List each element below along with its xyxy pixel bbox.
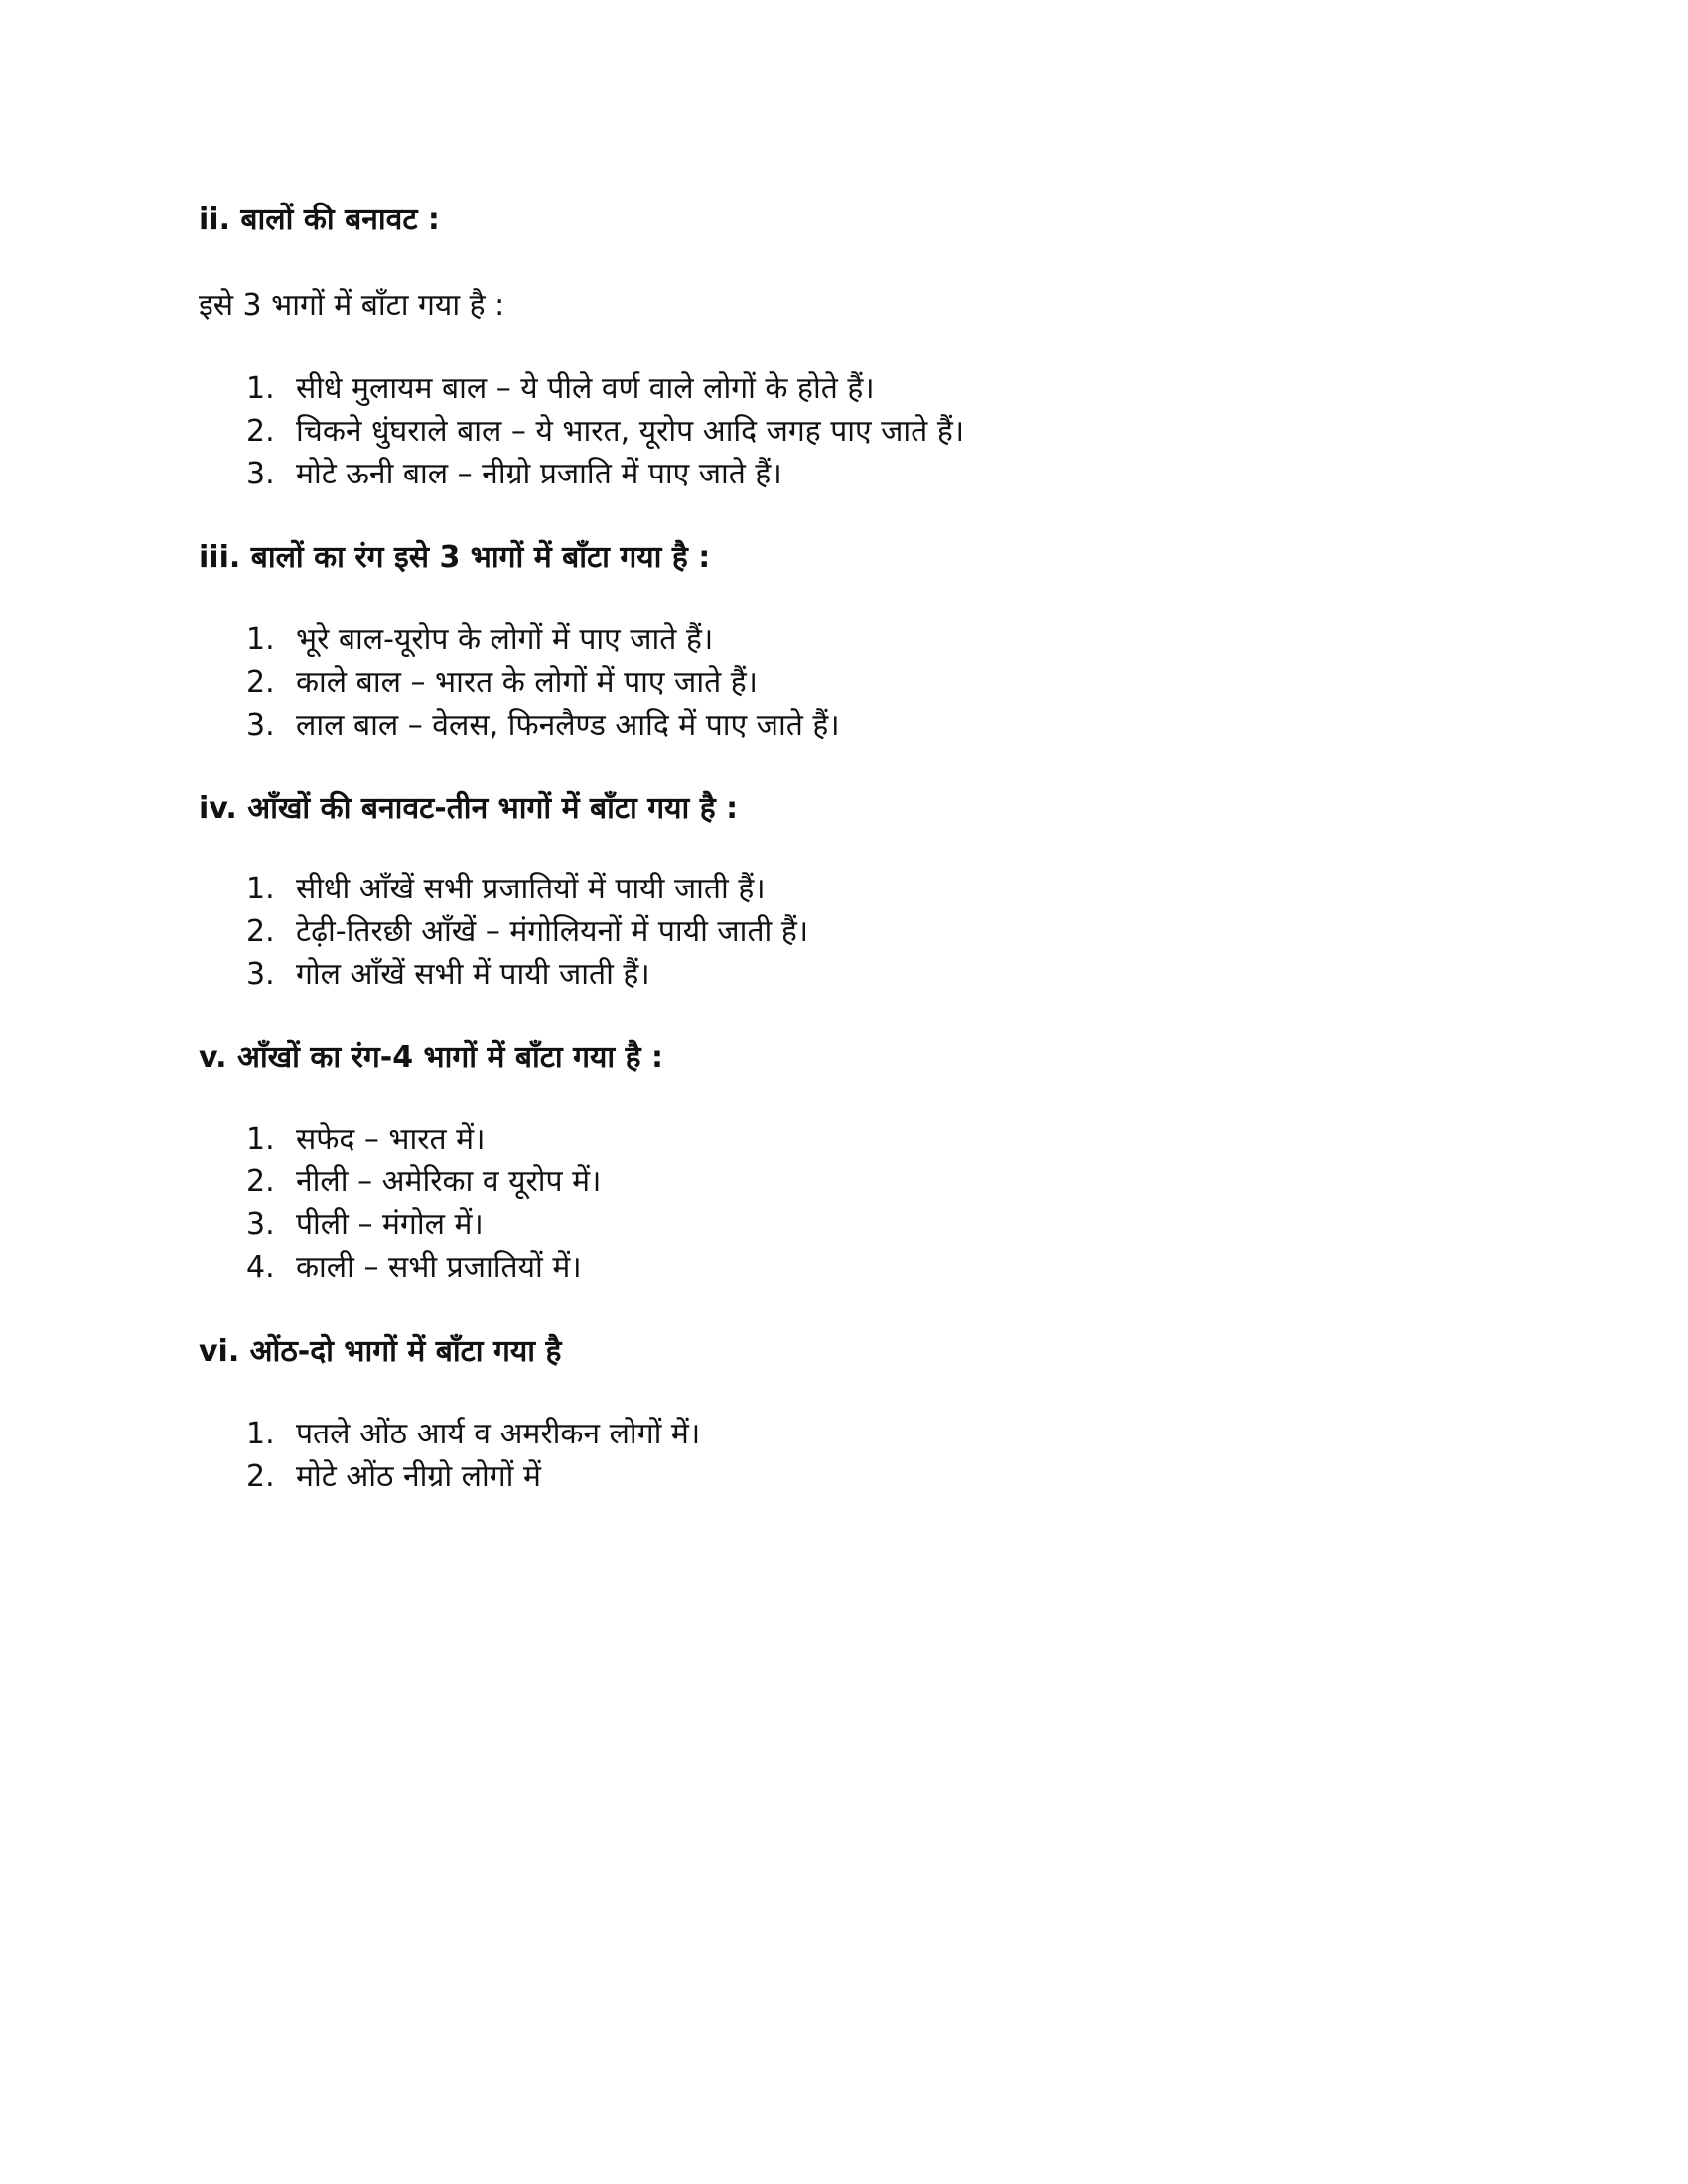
list-number: 1. bbox=[246, 622, 275, 657]
list-text: सफेद – भारत में। bbox=[296, 1122, 486, 1157]
section-heading-lips: vi. ओंठ-दो भागों में बाँटा गया है bbox=[199, 1334, 562, 1369]
list-item bbox=[246, 1248, 582, 1288]
list-text: लाल बाल – वेलस, फिनलैण्ड आदि में पाए जाते हैं। bbox=[296, 708, 840, 743]
list-text: गोल आँखें सभी में पायी जाती हैं। bbox=[296, 957, 650, 992]
list-number: 2. bbox=[246, 1164, 275, 1199]
list-number: 3. bbox=[246, 957, 275, 992]
list-item bbox=[246, 870, 766, 909]
section-intro: इसे 3 भागों में बाँटा गया है : bbox=[199, 288, 505, 323]
list-text: मोटे ऊनी बाल – नीग्रो प्रजाति में पाए जाते हैं। bbox=[296, 457, 782, 491]
list-text: भूरे बाल-यूरोप के लोगों में पाए जाते हैं। bbox=[296, 622, 714, 657]
list-item bbox=[246, 1205, 484, 1245]
list-text: सीधी आँखें सभी प्रजातियों में पायी जाती हैं। bbox=[296, 872, 766, 906]
list-item bbox=[246, 620, 713, 660]
list-text: पीली – मंगोल में। bbox=[296, 1207, 484, 1242]
list-item bbox=[246, 663, 758, 703]
list-number: 2. bbox=[246, 1459, 275, 1494]
list-text: नीली – अमेरिका व यूरोप में। bbox=[296, 1164, 602, 1199]
list-number: 1. bbox=[246, 1417, 275, 1451]
list-number: 3. bbox=[246, 457, 275, 491]
list-item bbox=[246, 955, 650, 995]
section-heading-hair-texture: ii. बालों की बनावट : bbox=[199, 203, 440, 237]
section-heading-eye-color: v. आँखों का रंग-4 भागों में बाँटा गया है : bbox=[199, 1040, 664, 1075]
list-number: 2. bbox=[246, 914, 275, 949]
list-item bbox=[246, 412, 964, 452]
list-text: सीधे मुलायम बाल – ये पीले वर्ण वाले लोगों के होते हैं। bbox=[296, 371, 875, 406]
list-item bbox=[246, 912, 808, 952]
list-text: चिकने धुंघराले बाल – ये भारत, यूरोप आदि जगह पाए जाते हैं। bbox=[296, 414, 965, 449]
list-text: मोटे ओंठ नीग्रो लोगों में bbox=[296, 1459, 541, 1494]
list-item bbox=[246, 369, 875, 409]
list-text: काले बाल – भारत के लोगों में पाए जाते हैं। bbox=[296, 665, 759, 700]
list-number: 1. bbox=[246, 1122, 275, 1157]
list-number: 1. bbox=[246, 872, 275, 906]
list-text: टेढ़ी-तिरछी आँखें – मंगोलियनों में पायी जाती हैं। bbox=[296, 914, 809, 949]
list-number: 4. bbox=[246, 1250, 275, 1285]
list-item bbox=[246, 706, 840, 746]
list-item bbox=[246, 455, 782, 494]
list-number: 2. bbox=[246, 414, 275, 449]
section-heading-eye-shape: iv. आँखों की बनावट-तीन भागों में बाँटा गया है : bbox=[199, 791, 739, 826]
list-item bbox=[246, 1162, 601, 1202]
list-number: 3. bbox=[246, 708, 275, 743]
list-item bbox=[246, 1415, 700, 1454]
list-number: 3. bbox=[246, 1207, 275, 1242]
list-text: काली – सभी प्रजातियों में। bbox=[296, 1250, 582, 1285]
list-item bbox=[246, 1120, 486, 1160]
section-heading-hair-color: iii. बालों का रंग इसे 3 भागों में बाँटा गया है : bbox=[199, 540, 711, 575]
list-item bbox=[246, 1457, 541, 1497]
list-number: 1. bbox=[246, 371, 275, 406]
list-number: 2. bbox=[246, 665, 275, 700]
list-text: पतले ओंठ आर्य व अमरीकन लोगों में। bbox=[296, 1417, 701, 1451]
